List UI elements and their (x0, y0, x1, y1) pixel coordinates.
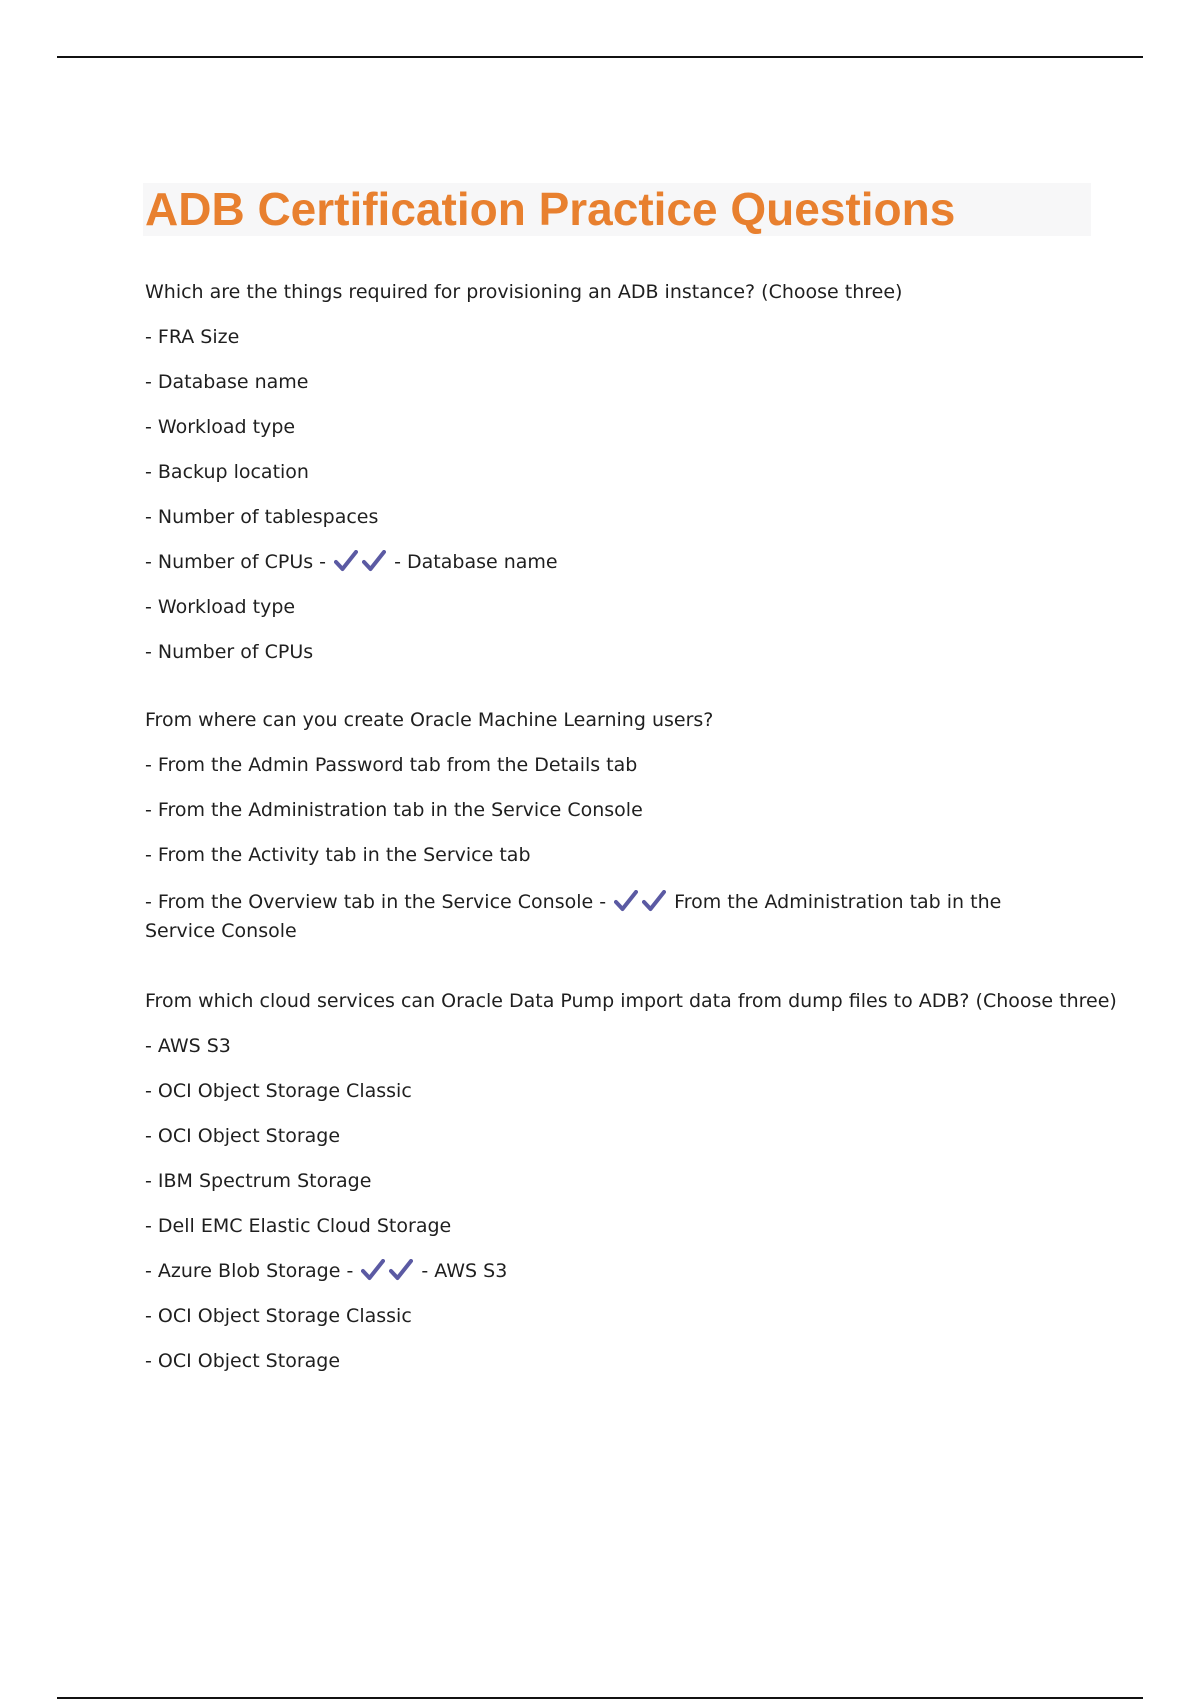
correct-answer: - OCI Object Storage (145, 1350, 341, 1372)
option-item: - Dell EMC Elastic Cloud Storage (145, 1215, 452, 1237)
checkmark-icon (389, 1259, 413, 1281)
answer-line (145, 1259, 1075, 1284)
checkmark-icon (362, 550, 386, 572)
checkmark-icon (361, 1259, 385, 1281)
checkmark-icon (614, 890, 638, 912)
option-item: - FRA Size (145, 326, 240, 348)
option-item: - Number of tablespaces (145, 506, 379, 528)
question-text: Which are the things required for provisioning an ADB instance? (Choose three) (145, 281, 903, 303)
answer-line (145, 888, 1075, 946)
question-text: From where can you create Oracle Machine Learning users? (145, 709, 714, 731)
option-item: - Number of CPUs - (145, 551, 327, 573)
question-text: From which cloud services can Oracle Data Pump import data from dump files to ADB? (Choose three) (145, 990, 1117, 1012)
bottom-divider (57, 1697, 1143, 1699)
option-item: - Azure Blob Storage - (145, 1260, 354, 1282)
option-item: - From the Admin Password tab from the Details tab (145, 754, 638, 776)
checkmark-icon (334, 550, 358, 572)
option-item: - From the Administration tab in the Service Console (145, 799, 643, 821)
answer-line (145, 550, 1075, 575)
correct-answer: - Number of CPUs (145, 641, 314, 663)
option-item: - Backup location (145, 461, 309, 483)
correct-answer: - AWS S3 (421, 1260, 508, 1282)
top-divider (57, 56, 1143, 58)
question-block-1 (145, 280, 1075, 665)
correct-answer: - Workload type (145, 596, 296, 618)
correct-answer: - Database name (394, 551, 558, 573)
question-block-2 (145, 708, 1075, 946)
option-item: - Workload type (145, 416, 296, 438)
option-item: - OCI Object Storage (145, 1125, 341, 1147)
option-item: - AWS S3 (145, 1035, 231, 1057)
document-title: ADB Certification Practice Questions (145, 183, 956, 235)
option-item: - IBM Spectrum Storage (145, 1170, 372, 1192)
option-item: - Database name (145, 371, 309, 393)
option-item: - From the Activity tab in the Service tab (145, 844, 531, 866)
correct-answer: - OCI Object Storage Classic (145, 1305, 412, 1327)
question-block-3 (145, 989, 1117, 1374)
correct-answer: From the Administration tab in the Service Console (145, 891, 1002, 942)
questions-list (145, 280, 1117, 1417)
option-item: - OCI Object Storage Classic (145, 1080, 412, 1102)
option-item: - From the Overview tab in the Service Console - (145, 891, 607, 913)
checkmark-icon (642, 890, 666, 912)
